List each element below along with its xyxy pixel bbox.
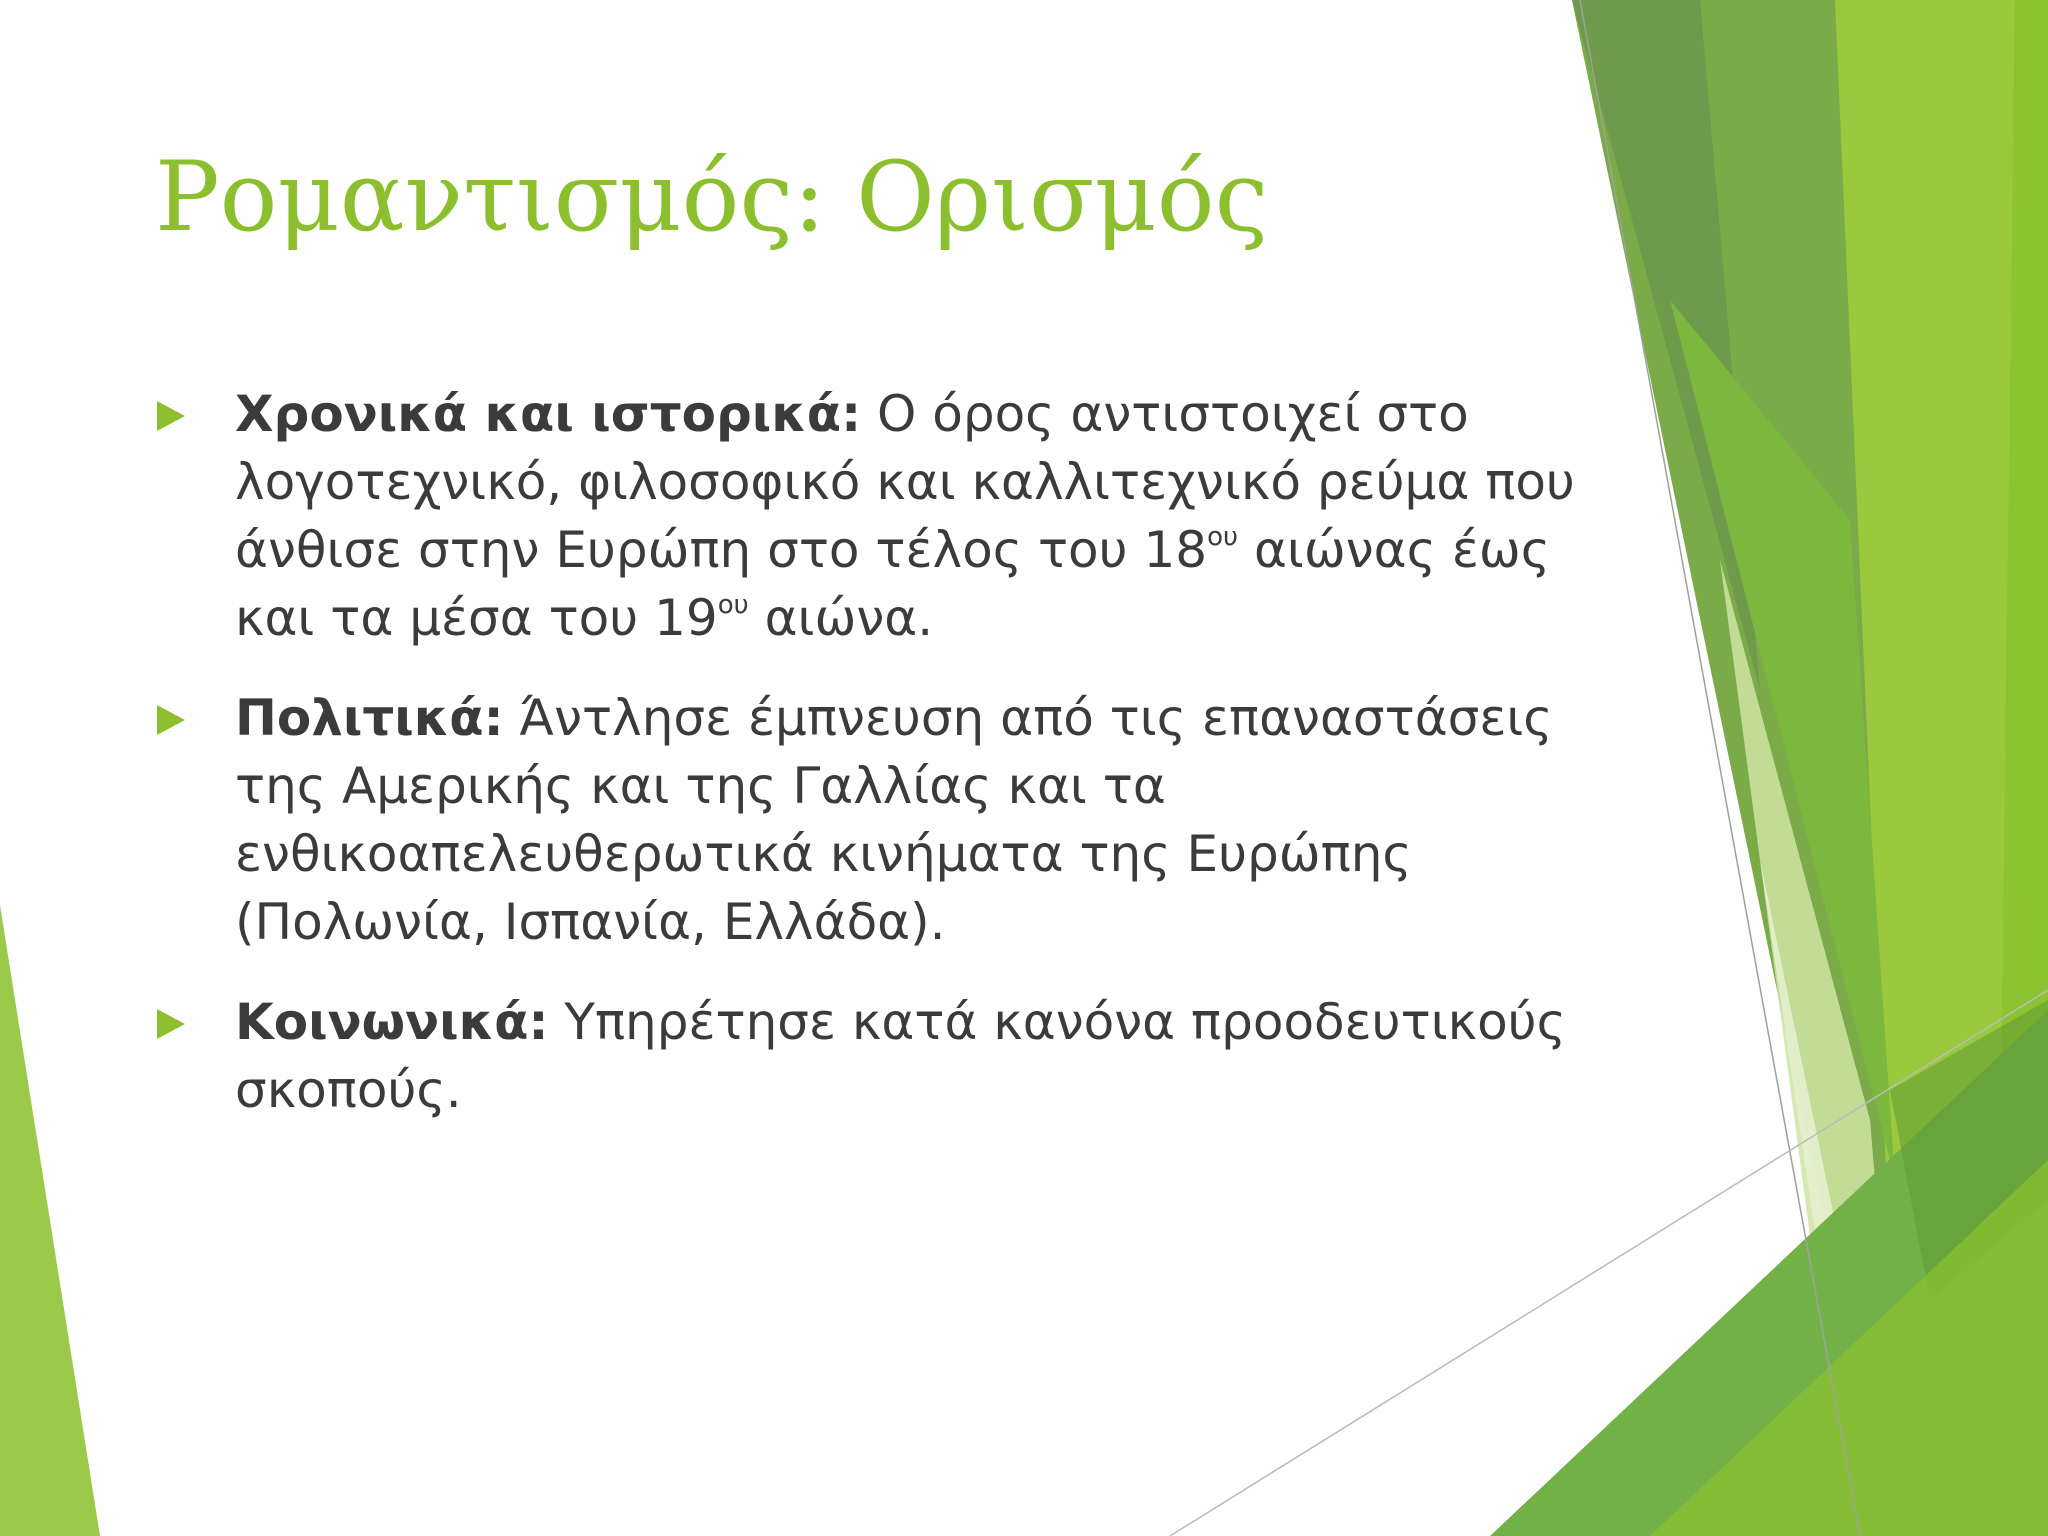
bullet-item-political — [155, 684, 1615, 956]
bullet-heading: Χρονικά και ιστορικά: — [235, 385, 862, 443]
ordinal-superscript: ου — [1207, 522, 1239, 552]
bullet-text: αιώνα. — [748, 589, 934, 647]
triangle-bullet-icon — [157, 705, 185, 735]
bullet-text: Υπηρέτησε κατά κανόνα προοδευτικούς σκοπούς. — [235, 993, 1566, 1119]
bullet-text: Ο όρος αντιστοιχεί στο λογοτεχνικό, φιλοσοφικό και καλλιτεχνικό ρεύμα που άνθισε στην Ευρώπη στο τέλος του 18 — [235, 385, 1575, 579]
bullet-heading: Κοινωνικά: — [235, 993, 549, 1051]
ordinal-superscript: ου — [717, 590, 749, 620]
bullet-item-social — [155, 988, 1615, 1124]
triangle-bullet-icon — [157, 1009, 185, 1039]
bullet-heading: Πολιτικά: — [235, 689, 504, 747]
bullet-text: αιώνας έως και τα μέσα του 19 — [235, 521, 1551, 647]
bullet-item-chronological — [155, 380, 1615, 652]
bullet-text: Άντλησε έμπνευση από τις επαναστάσεις της Αμερικής και της Γαλλίας και τα ενθικοαπελευθερωτικά κινήματα της Ευρώπης (Πολωνία, Ισπανία, Ελλάδα). — [235, 689, 1553, 951]
triangle-bullet-icon — [157, 401, 185, 431]
bullet-list — [155, 380, 1615, 1156]
slide-title: Ρομαντισμός: Ορισμός — [155, 141, 1269, 253]
left-green-sliver — [0, 905, 100, 1536]
